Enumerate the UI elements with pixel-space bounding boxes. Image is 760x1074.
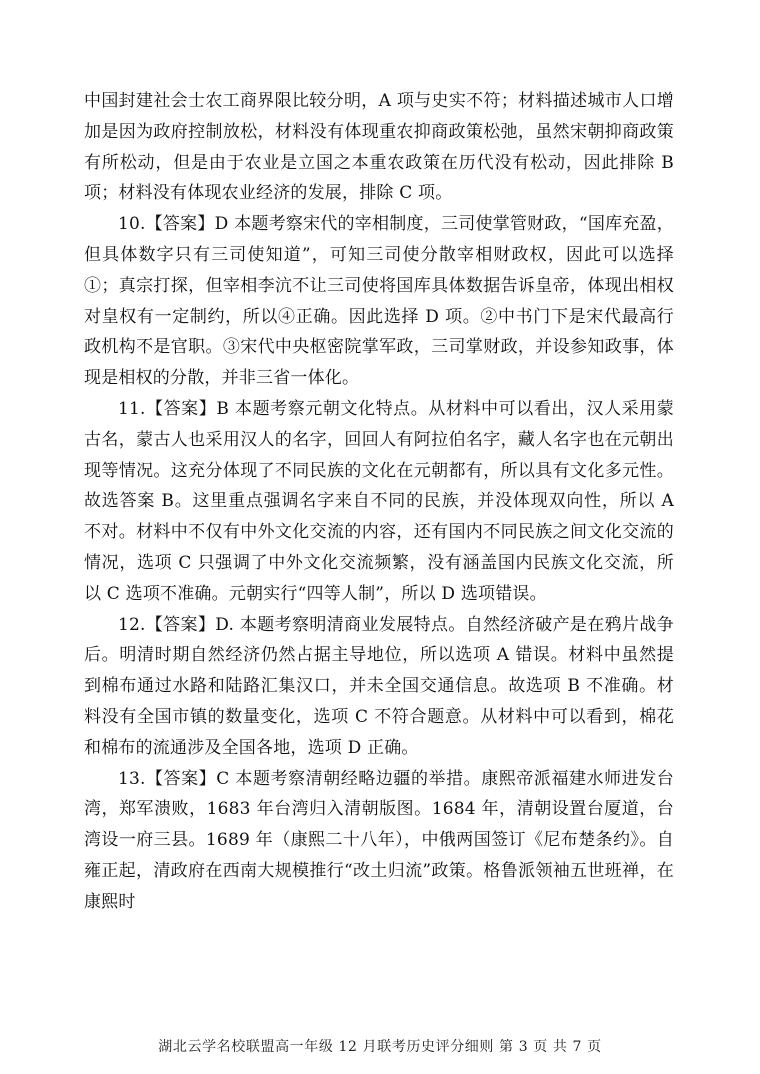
answer-tag: 【答案】 — [145, 614, 216, 635]
answer-tag: 【答案】 — [145, 398, 217, 419]
question-number: 12. — [118, 614, 146, 635]
paragraph-continuation — [84, 86, 674, 209]
document-body — [84, 86, 674, 918]
answer-tag: 【答案】 — [145, 214, 215, 235]
paragraph-text: D 本题考察宋代的宰相制度，三司使掌管财政，“国库充盈，但具体数字只有三司使知道”，可知三司使分散宰相财政权，因此可以选择①；真宗打探，但宰相李沆不让三司使将国库具体数据告诉皇帝，体现出相权对皇权有一定制约，所以④正确。因此选择 D 项。②中书门下是宋代最高行政机构不是官职。③宋代中央枢密院掌军政，三司掌财政，并设参知政事，体现是相权的分散，并非三省一体化。 — [84, 214, 674, 389]
answer-tag: 【答案】 — [145, 768, 217, 789]
answer-paragraph-13 — [84, 764, 674, 918]
paragraph-text: C 本题考察清朝经略边疆的举措。康熙帝派福建水师进发台湾，郑军溃败，1683 年台湾归入清朝版图。1684 年，清朝设置台厦道，台湾设一府三县。1689 年（康熙二十八年），中俄两国签订《尼布楚条约》。自雍正起，清政府在西南大规模推行“改土归流”政策。格鲁派领袖五世班禅，在康熙时 — [84, 768, 674, 912]
page-footer: 湖北云学名校联盟高一年级 12 月联考历史评分细则 第 3 页 共 7 页 — [158, 1039, 602, 1055]
answer-paragraph-10 — [84, 209, 674, 394]
paragraph-text: B 本题考察元朝文化特点。从材料中可以看出，汉人采用蒙古名，蒙古人也采用汉人的名字，回回人有阿拉伯名字，藏人名字也在元朝出现等情况。这充分体现了不同民族的文化在元朝都有，所以具有文化多元性。故选答案 B。这里重点强调名字来自不同的民族，并没体现双向性，所以 A 不对。材料中不仅有中外文化交流的内容，还有国内不同民族之间文化交流的情况，选项 C 只强调了中外文化交流频繁，没有涵盖国内民族文化交流，所以 C 选项不准确。元朝实行“四等人制”，所以 D 选项错误。 — [84, 398, 674, 604]
answer-paragraph-11 — [84, 394, 674, 610]
answer-paragraph-12 — [84, 610, 674, 764]
paragraph-text: D. 本题考察明清商业发展特点。自然经济破产是在鸦片战争后。明清时期自然经济仍然占据主导地位，所以选项 A 错误。材料中虽然提到棉布通过水路和陆路汇集汉口，并未全国交通信息。故选项 B 不准确。材料没有全国市镇的数量变化，选项 C 不符合题意。从材料中可以看到，棉花和棉布的流通涉及全国各地，选项 D 正确。 — [84, 614, 674, 758]
question-number: 13. — [118, 768, 146, 789]
paragraph-text: 中国封建社会士农工商界限比较分明，A 项与史实不符；材料描述城市人口增加是因为政府控制放松，材料没有体现重农抑商政策松弛，虽然宋朝抑商政策有所松动，但是由于农业是立国之本重农政策在历代没有松动，因此排除 B 项；材料没有体现农业经济的发展，排除 C 项。 — [84, 91, 674, 204]
question-number: 11. — [118, 398, 146, 419]
question-number: 10. — [118, 214, 146, 235]
